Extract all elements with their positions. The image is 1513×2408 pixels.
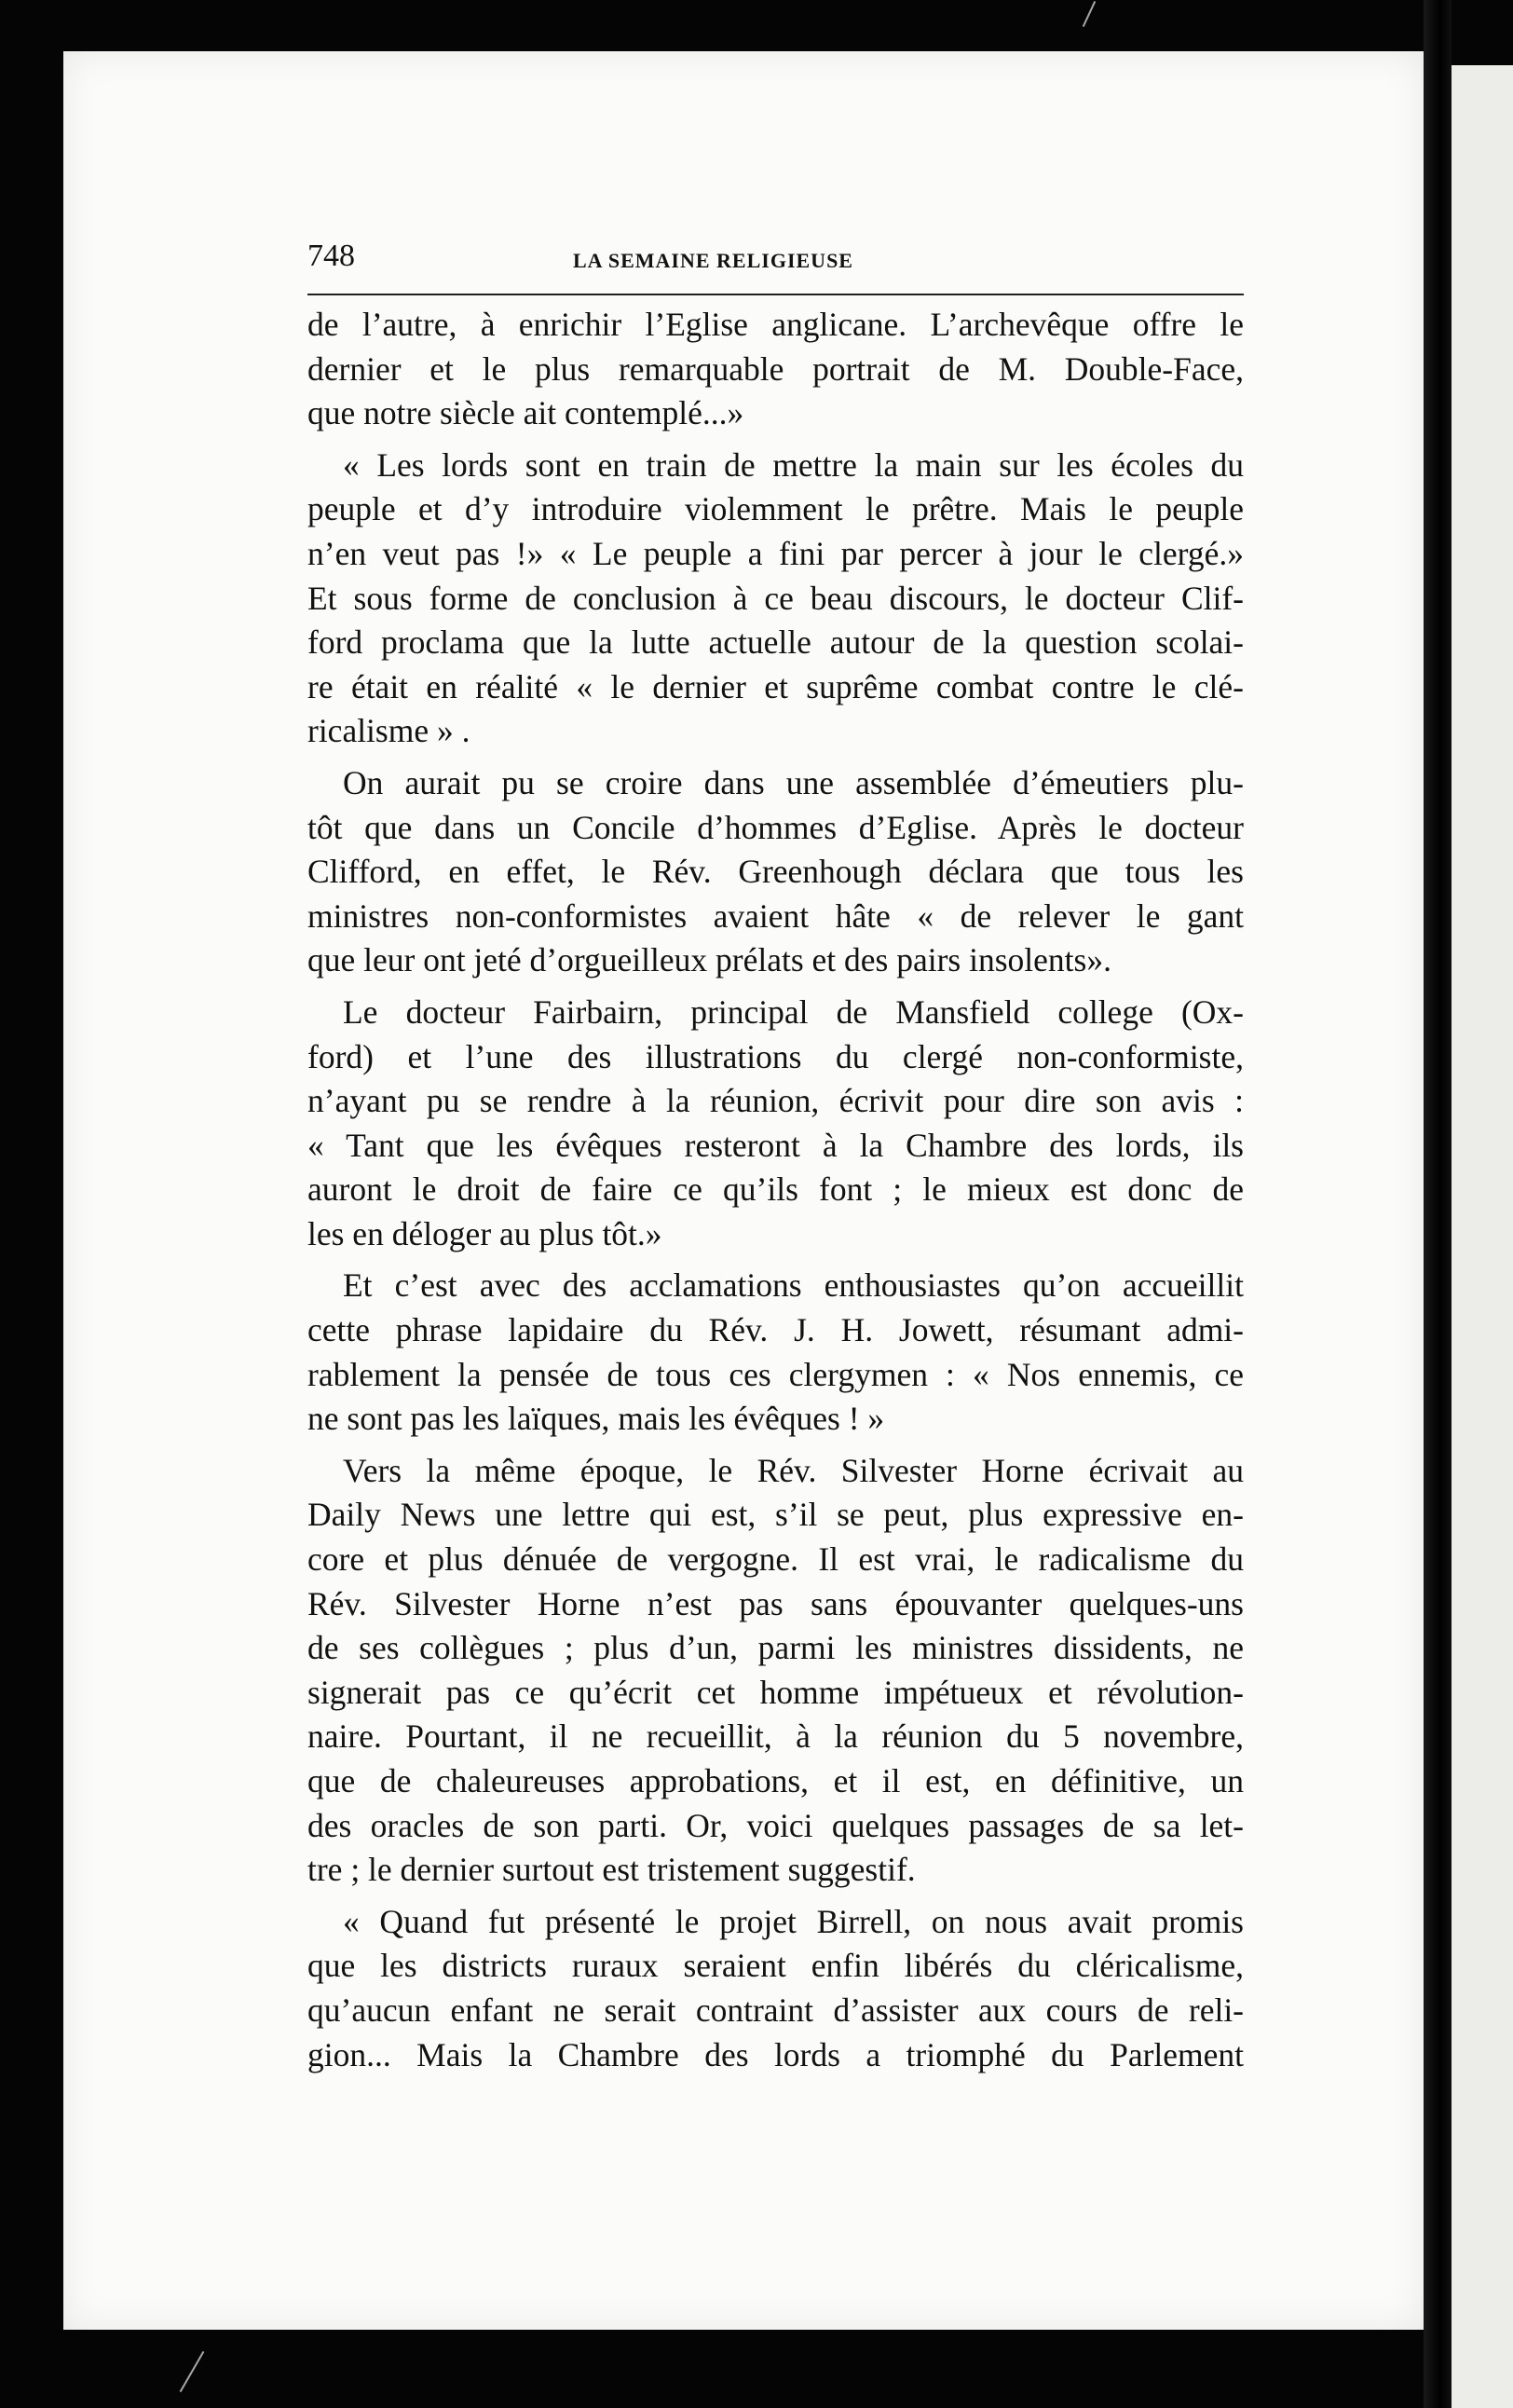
text-line: Clifford, en effet, le Rév. Greenhough déclara que tous les [307, 853, 1244, 891]
text-line: de ses collègues ; plus d’un, parmi les ministres dissidents, ne [307, 1629, 1244, 1667]
text-line: ford) et l’une des illustrations du clergé non-conformiste, [307, 1037, 1244, 1075]
text-line: les en déloger au plus tôt.» [307, 1214, 662, 1252]
text-line: naire. Pourtant, il ne recueillit, à la réunion du 5 novembre, [307, 1717, 1244, 1756]
page-content [307, 238, 1244, 2325]
text-line: ricalisme » . [307, 712, 470, 750]
text-line: gion... Mais la Chambre des lords a triomphé du Parlement [307, 2035, 1244, 2073]
text-line: signerait pas ce qu’écrit cet homme impétueux et révolution- [307, 1673, 1244, 1711]
text-line: rablement la pensée de tous ces clergymen : « Nos ennemis, ce [307, 1355, 1244, 1393]
text-line: cette phrase lapidaire du Rév. J. H. Jowett, résumant admi- [307, 1311, 1244, 1349]
page-number: 748 [307, 239, 355, 273]
text-line: Rév. Silvester Horne n’est pas sans épouvanter quelques-uns [307, 1584, 1244, 1622]
journal-title: LA SEMAINE RELIGIEUSE [573, 249, 853, 272]
text-line: des oracles de son parti. Or, voici quelques passages de sa let- [307, 1806, 1244, 1844]
text-line: Vers la même époque, le Rév. Silvester Horne écrivait au [343, 1451, 1244, 1489]
text-line: tôt que dans un Concile d’hommes d’Eglise. Après le docteur [307, 808, 1244, 846]
scan-scratch [180, 2351, 205, 2392]
text-line: re était en réalité « le dernier et suprême combat contre le clé- [307, 667, 1244, 705]
text-line: que les districts ruraux seraient enfin libérés du cléricalisme, [307, 1947, 1244, 1985]
text-line: Et sous forme de conclusion à ce beau discours, le docteur Clif- [307, 579, 1244, 617]
text-line: Et c’est avec des acclamations enthousiastes qu’on accueillit [343, 1266, 1244, 1305]
text-line: que leur ont jeté d’orgueilleux prélats et des pairs insolents». [307, 941, 1111, 979]
text-line: Le docteur Fairbairn, principal de Mansfield college (Ox- [343, 992, 1244, 1031]
text-line: auront le droit de faire ce qu’ils font ; le mieux est donc de [307, 1170, 1244, 1209]
text-line: Daily News une lettre qui est, s’il se peut, plus expressive en- [307, 1496, 1244, 1534]
facing-page-edge [1452, 65, 1513, 2408]
text-line: que notre siècle ait contemplé...» [307, 394, 744, 432]
book-gutter [1424, 0, 1452, 2408]
running-head [307, 238, 1244, 295]
text-line: n’en veut pas !» « Le peuple a fini par percer à jour le clergé.» [307, 534, 1244, 572]
text-line: ne sont pas les laïques, mais les évêques ! » [307, 1400, 885, 1438]
text-line: « Quand fut présenté le projet Birrell, on nous avait promis [343, 1902, 1244, 1940]
text-line: tre ; le dernier surtout est tristement suggestif. [307, 1851, 916, 1889]
text-line: ford proclama que la lutte actuelle autour de la question scolai- [307, 623, 1244, 662]
body-text [307, 303, 1244, 2077]
text-line: que de chaleureuses approbations, et il est, en définitive, un [307, 1762, 1244, 1799]
text-line: qu’aucun enfant ne serait contraint d’assister aux cours de reli- [307, 1991, 1244, 2029]
text-line: On aurait pu se croire dans une assemblée d’émeutiers plu- [343, 763, 1244, 801]
scan-scratch [1083, 1, 1096, 27]
text-line: n’ayant pu se rendre à la réunion, écrivit pour dire son avis : [307, 1082, 1244, 1120]
text-line: « Les lords sont en train de mettre la main sur les écoles du [343, 445, 1244, 484]
text-line: ministres non-conformistes avaient hâte « de relever le gant [307, 896, 1244, 935]
text-line: de l’autre, à enrichir l’Eglise anglicane. L’archevêque offre le [307, 306, 1244, 343]
text-line: peuple et d’y introduire violemment le prêtre. Mais le peuple [307, 490, 1244, 528]
text-line: « Tant que les évêques resteront à la Chambre des lords, ils [307, 1126, 1244, 1164]
text-line: dernier et le plus remarquable portrait de M. Double-Face, [307, 349, 1244, 388]
text-line: core et plus dénuée de vergogne. Il est vrai, le radicalisme du [307, 1540, 1244, 1579]
